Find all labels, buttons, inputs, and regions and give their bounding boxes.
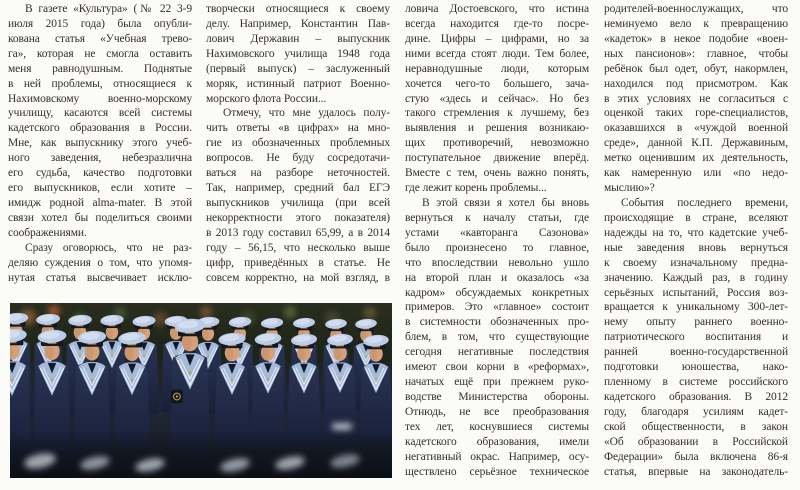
text-line: нему опыту раннего военно- bbox=[604, 316, 788, 329]
text-line: хочется чего-то большего, зача- bbox=[405, 77, 589, 90]
article-column-3 bbox=[405, 2, 589, 480]
text-line: надежды на то, что кадетские учеб- bbox=[604, 226, 788, 239]
text-line: устами «кавторанга Сазонова» bbox=[405, 226, 589, 239]
article-column-2 bbox=[206, 2, 390, 286]
text-line: га», которая не смогла оставить bbox=[8, 47, 192, 60]
cadets-parade-photo bbox=[10, 303, 392, 478]
text-line: ные заведения вновь вернуться bbox=[604, 241, 788, 254]
text-line: ранней военно-государственной bbox=[604, 346, 788, 359]
text-line: деляю суждения о том, что упомя- bbox=[8, 256, 192, 269]
text-line: кована статья «Учебная трево- bbox=[8, 32, 192, 45]
text-line: гие из обозначенных проблемных bbox=[206, 137, 390, 150]
text-line: кадром» обсуждаемых конкретных bbox=[405, 286, 589, 299]
text-line: значению. Каждый раз, в годину bbox=[604, 271, 788, 284]
text-line: Федерации» была включена 86-я bbox=[604, 450, 788, 463]
text-line: Так, например, средний бал ЕГЭ bbox=[206, 182, 390, 195]
text-line: серьёзных испытаний, Россия воз- bbox=[604, 286, 788, 299]
text-line: ними всегда стоят люди. Тем более, bbox=[405, 47, 589, 60]
text-line: Вместе с тем, очень важно понять, bbox=[405, 167, 589, 180]
text-line: находился под присмотром. Как bbox=[604, 77, 788, 90]
text-line: Отмечу, что мне удалось полу- bbox=[223, 107, 390, 120]
text-line: блем, в том, что существующие bbox=[405, 331, 589, 344]
text-line: тех лет, коснувшиеся системы bbox=[405, 420, 589, 433]
text-line: в этих условиях не согласиться с bbox=[604, 92, 788, 105]
text-line: статья, впервые на законодатель- bbox=[604, 465, 788, 478]
text-line: совсем корректно, на мой взгляд, в bbox=[206, 271, 390, 284]
article-column-1 bbox=[8, 2, 192, 286]
text-line: творчески относящиеся к своему bbox=[206, 3, 390, 15]
text-line: его выпускников, если хотите – bbox=[8, 182, 192, 195]
text-line: в системности обозначенных про- bbox=[405, 316, 589, 329]
text-line: кадетского образования в России. bbox=[8, 122, 192, 135]
text-line: лович Державин – выпускник bbox=[206, 32, 390, 45]
text-line: водстве Министерства обороны. bbox=[405, 390, 589, 403]
text-line: неравнодушные люди, которым bbox=[405, 62, 589, 75]
text-line: ществлено серьёзное техническое bbox=[405, 465, 589, 478]
text-line: стую «здесь и сейчас». Но без bbox=[405, 92, 589, 105]
text-line: В этой связи я хотел бы вновь bbox=[422, 196, 589, 209]
text-line: патриотического воспитания и bbox=[604, 331, 788, 344]
text-line: цифр, приведённых в статье. Не bbox=[206, 256, 390, 269]
text-line: ребёнок был одет, обут, накормлен, bbox=[604, 62, 788, 75]
text-line: некорректности этого показателя) bbox=[206, 211, 390, 224]
text-line: негативный окрас. Например, осу- bbox=[405, 450, 589, 463]
text-line: поступательное движение вперёд. bbox=[405, 152, 589, 165]
text-line: Мне, как выпускнику этого учеб- bbox=[8, 137, 192, 150]
text-line: такого стремления к лучшему, без bbox=[405, 107, 589, 120]
text-line: ных пансионов»: главное, чтобы bbox=[604, 47, 788, 60]
text-line: подготовки юношества, нако- bbox=[604, 361, 788, 374]
text-line: в ней проблемы, относящиеся к bbox=[8, 77, 192, 90]
text-line: «кадеток» в некое подобие «воен- bbox=[604, 32, 788, 45]
text-line: морского флота России... bbox=[206, 92, 327, 105]
text-line: кадетского образования, имели bbox=[405, 435, 589, 448]
text-line: что впоследствии невольно ушло bbox=[405, 256, 589, 269]
text-line: меня равнодушным. Поднятые bbox=[8, 62, 192, 75]
text-line: Отнюдь, не все преобразования bbox=[405, 405, 589, 418]
text-line: Нахимовского училища 1948 года bbox=[206, 47, 390, 60]
text-line: кадетского образования. В 2012 bbox=[604, 390, 788, 403]
text-line: вопросов. Не буду сосредотачи- bbox=[206, 152, 390, 165]
text-line: щих противоречий, невозможно bbox=[405, 137, 589, 150]
article-column-4 bbox=[604, 2, 788, 480]
text-line: к своему изначальному предна- bbox=[604, 256, 788, 269]
text-line: году, благодаря усилиям кадет- bbox=[604, 405, 788, 418]
text-line: происходящие в стране, вселяют bbox=[604, 211, 788, 224]
text-line: В газете «Культура» (№ 22 3-9 bbox=[25, 3, 192, 15]
text-line: пленному в системе российского bbox=[604, 376, 788, 389]
text-line: начатых ещё при прежнем руко- bbox=[405, 376, 589, 389]
text-line: соображениями. bbox=[8, 226, 87, 239]
text-line: году – 56,15, что несколько выше bbox=[206, 241, 390, 254]
text-line: метко оценившим их деятельность, bbox=[604, 152, 788, 165]
text-line: имидж родной alma-mater. В этой bbox=[8, 196, 192, 209]
text-line: июля 2015 года) была опубли- bbox=[8, 17, 192, 30]
text-line: родителей-военнослужащих, что bbox=[604, 3, 788, 15]
text-line: оценкой таких горе-специалистов, bbox=[604, 107, 788, 120]
text-line: ваться на разборе неточностей. bbox=[206, 167, 390, 180]
text-line: ловича Достоевского, что истина bbox=[405, 3, 589, 15]
text-line: имеют свои корни в «реформах», bbox=[405, 361, 589, 374]
text-line: примеров. Это «главное» состоит bbox=[405, 301, 589, 314]
text-line: где лежит корень проблемы... bbox=[405, 182, 547, 195]
text-line: События последнего времени, bbox=[621, 196, 788, 209]
text-line: Нахимовскому военно-морскому bbox=[8, 92, 192, 105]
text-line: вращается к уникальному 300-лет- bbox=[604, 301, 788, 314]
text-line: оказавшихся в «чуждой военной bbox=[604, 122, 788, 135]
text-line: Сразу оговорюсь, что не раз- bbox=[25, 241, 192, 254]
text-line: его судьба, качество подготовки bbox=[8, 167, 192, 180]
text-line: неминуемо вело к превращению bbox=[604, 17, 788, 30]
text-line: на второй план и оказалось «за bbox=[405, 271, 589, 284]
text-line: вернуться к началу статьи, где bbox=[405, 211, 589, 224]
text-line: ской общественности, в закон bbox=[604, 420, 788, 433]
text-line: (первый выпуск) – заслуженный bbox=[206, 62, 390, 75]
text-line: нутая статья высвечивает исклю- bbox=[8, 271, 192, 284]
text-line: в 2013 году составил 65,99, а в 2014 bbox=[206, 226, 390, 239]
text-line: связи хотел бы поделиться своими bbox=[8, 211, 192, 224]
text-line: мыслию»? bbox=[604, 182, 655, 195]
text-line: выпускников училища (при всей bbox=[206, 196, 390, 209]
text-line: моряк, истинный патриот Военно- bbox=[206, 77, 390, 90]
text-line: выявления и решения возникаю- bbox=[405, 122, 589, 135]
text-line: всегда находится где-то посре- bbox=[405, 17, 589, 30]
text-line: было произнесено то главное, bbox=[405, 241, 589, 254]
text-line: ного заведения, небезразлична bbox=[8, 152, 192, 165]
text-line: сегодня негативные последствия bbox=[405, 346, 589, 359]
text-line: училищу, касаются всей системы bbox=[8, 107, 192, 120]
text-line: среде», данной К.П. Державиным, bbox=[604, 137, 788, 150]
text-line: дине. Цифры – цифрами, но за bbox=[405, 32, 589, 45]
text-line: «Об образовании в Российской bbox=[604, 435, 788, 448]
text-line: делу. Например, Константин Пав- bbox=[206, 17, 390, 30]
text-line: как намеренную или «по недо- bbox=[604, 167, 788, 180]
text-line: чить ответы «в цифрах» на мно- bbox=[206, 122, 390, 135]
